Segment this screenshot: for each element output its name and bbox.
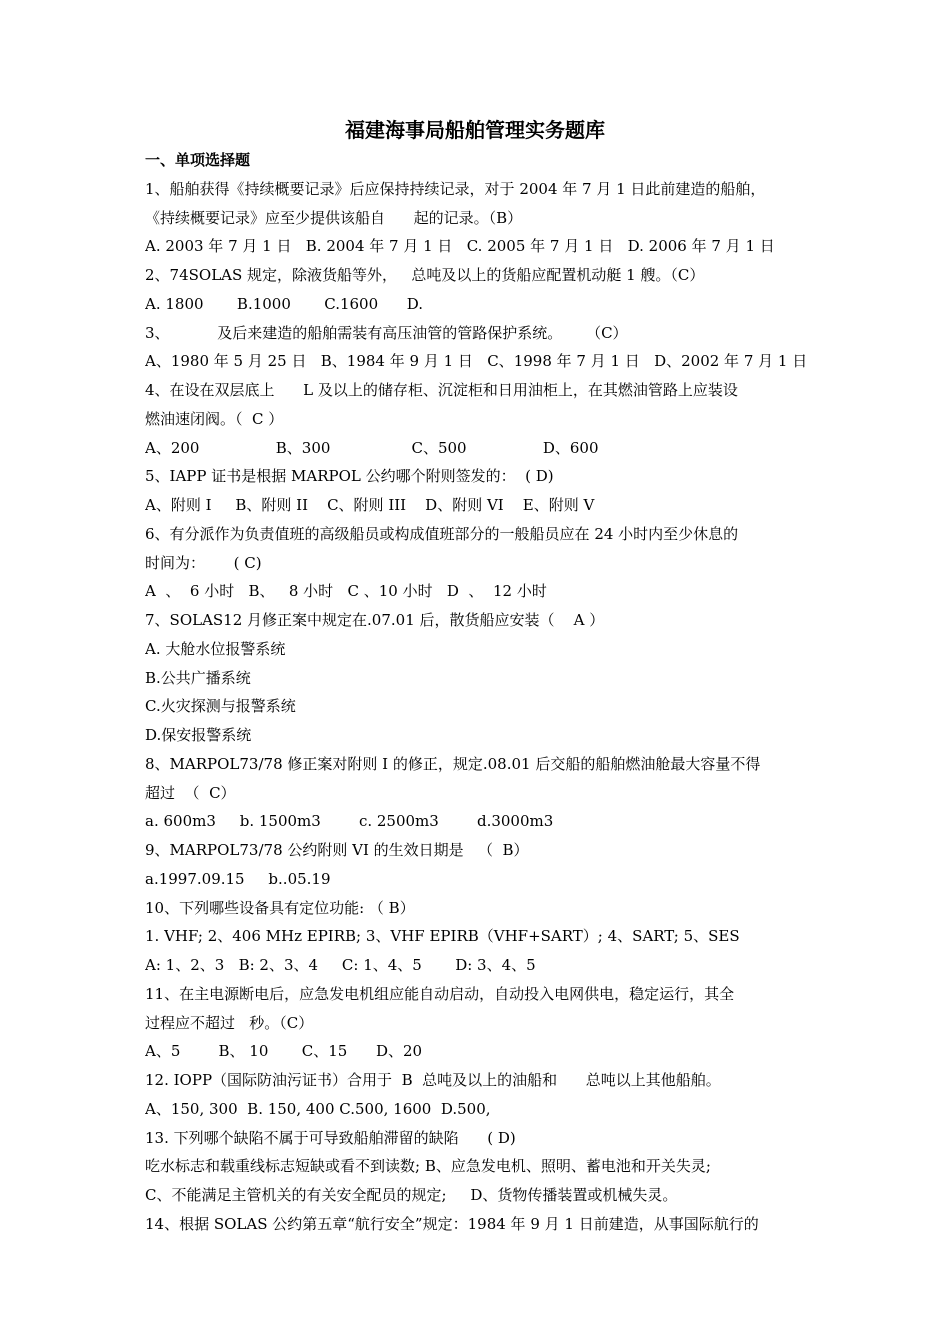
document-title: 福建海事局船舶管理实务题库 (345, 118, 605, 142)
text-line: D.保安报警系统 (145, 726, 252, 744)
text-line: 14、根据 SOLAS 公约第五章“航行安全”规定：1984 年 9 月 1 日前建造，从事国际航行的 (145, 1214, 759, 1233)
text-line: 5、IAPP 证书是根据 MARPOL 公约哪个附则签发的： ( D) (145, 467, 554, 486)
text-line: 1. VHF; 2、406 MHz EPIRB; 3、VHF EPIRB（VHF+SART）; 4、SART; 5、SES (145, 927, 740, 946)
text-line: 超过 （ C） (145, 783, 236, 802)
text-line: 燃油速闭阀。（ C ） (145, 409, 284, 428)
text-line: 3、 及后来建造的船舶需装有高压油管的管路保护系统。 （C） (145, 323, 628, 342)
text-line: A、5 B、 10 C、15 D、20 (145, 1042, 423, 1061)
text-line: A、附则 I B、附则 II C、附则 III D、附则 VI E、附则 V (145, 496, 595, 514)
text-line: 9、MARPOL73/78 公约附则 VI 的生效日期是 （ B） (145, 841, 529, 859)
text-line: C.火灾探测与报警系统 (145, 697, 296, 716)
text-line: 11、在主电源断电后，应急发电机组应能自动启动，自动投入电网供电，稳定运行，其全 (145, 984, 735, 1003)
text-line: B.公共广播系统 (145, 668, 251, 687)
text-line: 7、SOLAS12 月修正案中规定在.07.01 后，散货船应安装（ A ） (145, 611, 605, 629)
text-line: 4、在设在双层底上 L 及以上的储存柜、沉淀柜和日用油柜上，在其燃油管路上应装设 (145, 381, 738, 399)
text-line: 吃水标志和载重线标志短缺或看不到读数; B、应急发电机、照明、蓄电池和开关失灵; (145, 1157, 711, 1176)
text-line: 2、74SOLAS 规定，除液货船等外， 总吨及以上的货船应配置机动艇 1 艘。（C） (145, 266, 705, 284)
text-line: a.1997.09.15 b..05.19 (145, 869, 331, 888)
text-line: 1、船舶获得《持续概要记录》后应保持持续记录，对于 2004 年 7 月 1 日此前建造的船舶， (145, 179, 766, 198)
text-line: A、150, 300 B. 150, 400 C.500, 1600 D.500, (145, 1099, 491, 1118)
document-body (145, 146, 825, 1239)
text-line: a. 600m3 b. 1500m3 c. 2500m3 d.3000m3 (145, 812, 554, 831)
text-line: 过程应不超过 秒。（C） (145, 1013, 314, 1032)
section-heading: 一、单项选择题 (145, 151, 251, 169)
text-line: 10、下列哪些设备具有定位功能: （ B） (145, 898, 415, 917)
text-line: A: 1、2、3 B: 2、3、4 C: 1、4、5 D: 3、4、5 (145, 956, 536, 974)
text-line: 《持续概要记录》应至少提供该船自 起的记录。（B） (145, 208, 523, 227)
text-line: 时间为： ( C) (145, 553, 262, 572)
text-line: C、不能满足主管机关的有关安全配员的规定; D、货物传播装置或机械失灵。 (145, 1186, 678, 1204)
text-line: A、1980 年 5 月 25 日 B、1984 年 9 月 1 日 C、1998 年 7 月 1 日 D、2002 年 7 月 1 日 (145, 352, 808, 371)
text-line: 8、MARPOL73/78 修正案对附则 I 的修正，规定.08.01 后交船的船舶燃油舱最大容量不得 (145, 754, 761, 773)
text-line: A. 1800 B.1000 C.1600 D. (145, 294, 424, 313)
text-line: A. 大舱水位报警系统 (145, 639, 286, 658)
text-line: A、200 B、300 C、500 D、600 (145, 438, 599, 457)
text-line: 13. 下列哪个缺陷不属于可导致船舶滞留的缺陷 ( D) (145, 1128, 516, 1147)
text-line: A 、 6 小时 B、 8 小时 C 、10 小时 D 、 12 小时 (145, 582, 547, 601)
text-line: A. 2003 年 7 月 1 日 B. 2004 年 7 月 1 日 C. 2005 年 7 月 1 日 D. 2006 年 7 月 1 日 (145, 237, 775, 256)
text-line: 6、有分派作为负责值班的高级船员或构成值班部分的一般船员应在 24 小时内至少休息的 (145, 524, 739, 543)
text-line: 12. IOPP（国际防油污证书）合用于 B 总吨及以上的油船和 总吨以上其他船舶。 (145, 1071, 721, 1089)
